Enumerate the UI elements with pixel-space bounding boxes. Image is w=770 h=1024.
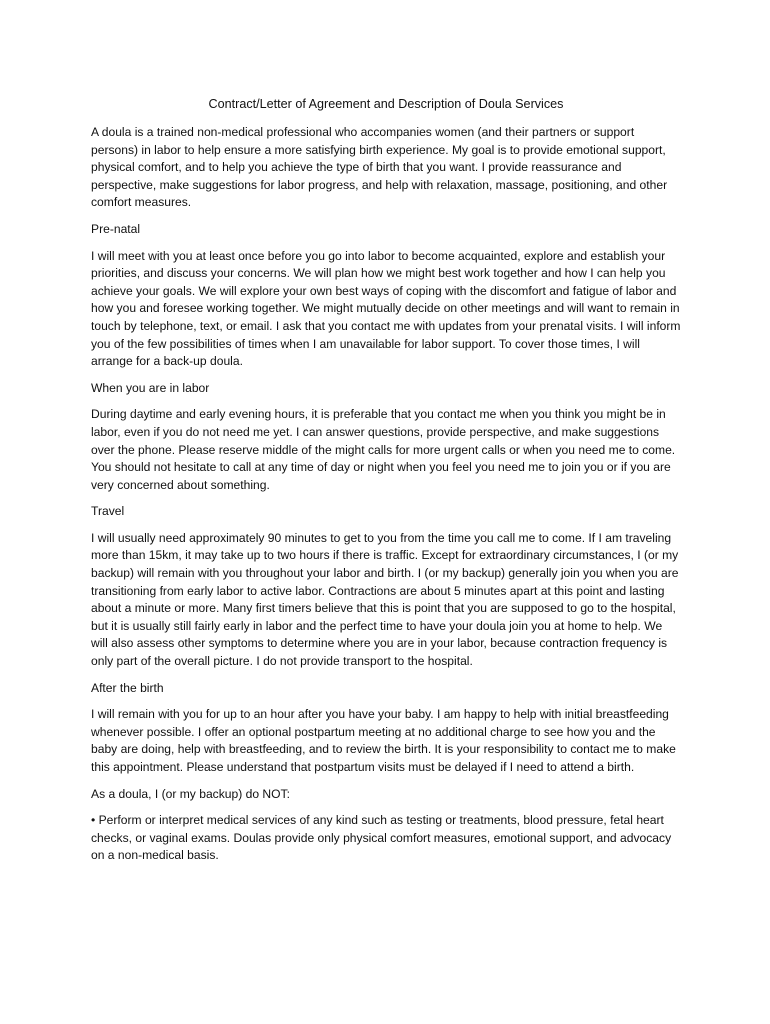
- section-body-after-birth: I will remain with you for up to an hour after you have your baby. I am happy to help with initial breastfeeding whenever possible. I offer an optional postpartum meeting at no additional charge to see how you and the baby are doing, help with breastfeeding, and to review the birth. It is your responsibility to contact me to make this appointment. Please understand that postpartum visits must be delayed if I need to attend a birth.: [91, 707, 676, 774]
- section-heading-travel: Travel: [91, 504, 125, 519]
- section-heading-prenatal: Pre-natal: [91, 221, 141, 236]
- document-content: [91, 95, 681, 874]
- section-body-labor: During daytime and early evening hours, it is preferable that you contact me when you think you might be in labor, even if you do not need me yet. I can answer questions, provide perspective, and make suggestions over the phone. Please reserve middle of the might calls for more urgent calls or when you need me to come. You should not hesitate to call at any time of day or night when you feel you need me to join you or if you are very concerned about something.: [91, 407, 676, 492]
- section-heading-labor: When you are in labor: [91, 380, 210, 395]
- bullet-item: • Perform or interpret medical services of any kind such as testing or treatments, blood pressure, fetal heart checks, or vaginal exams. Doulas provide only physical comfort measures, emotional support, and advocacy on a non-medical basis.: [91, 813, 672, 863]
- intro-paragraph: A doula is a trained non-medical professional who accompanies women (and their partners or support persons) in labor to help ensure a more satisfying birth experience. My goal is to provide emotional support, physical comfort, and to help you achieve the type of birth that you want. I provide reassurance and perspective, make suggestions for labor progress, and help with relaxation, massage, positioning, and other comfort measures.: [91, 125, 668, 210]
- section-body-prenatal: I will meet with you at least once before you go into labor to become acquainted, explore and establish your priorities, and discuss your concerns. We will plan how we might best work together and how I can help you achieve your goals. We will explore your own best ways of coping with the discomfort and fatigue of labor and how you and foresee working together. We might mutually decide on other meetings and will want to remain in touch by telephone, text, or email. I ask that you contact me with updates from your prenatal visits. I will inform you of the few possibilities of times when I am unavailable for labor support. To cover those times, I will arrange for a back-up doula.: [91, 248, 681, 369]
- section-body-travel: I will usually need approximately 90 minutes to get to you from the time you call me to come. If I am traveling more than 15km, it may take up to two hours if there is traffic. Except for extraordinary circumstances, I (or my backup) will remain with you throughout your labor and birth. I (or my backup) generally join you when you are transitioning from early labor to active labor. Contractions are about 5 minutes apart at this point and lasting about a minute or more. Many first timers believe that this is point that you are supposed to go to the hospital, but it is usually still fairly early in labor and the perfect time to have your doula join you at home to help. We will also assess other symptoms to determine where you are in your labor, because contraction frequency is only part of the overall picture. I do not provide transport to the hospital.: [91, 530, 679, 669]
- document-title: Contract/Letter of Agreement and Description of Doula Services: [208, 97, 564, 111]
- section-heading-after-birth: After the birth: [91, 680, 164, 695]
- section-heading-do-not: As a doula, I (or my backup) do NOT:: [91, 786, 290, 801]
